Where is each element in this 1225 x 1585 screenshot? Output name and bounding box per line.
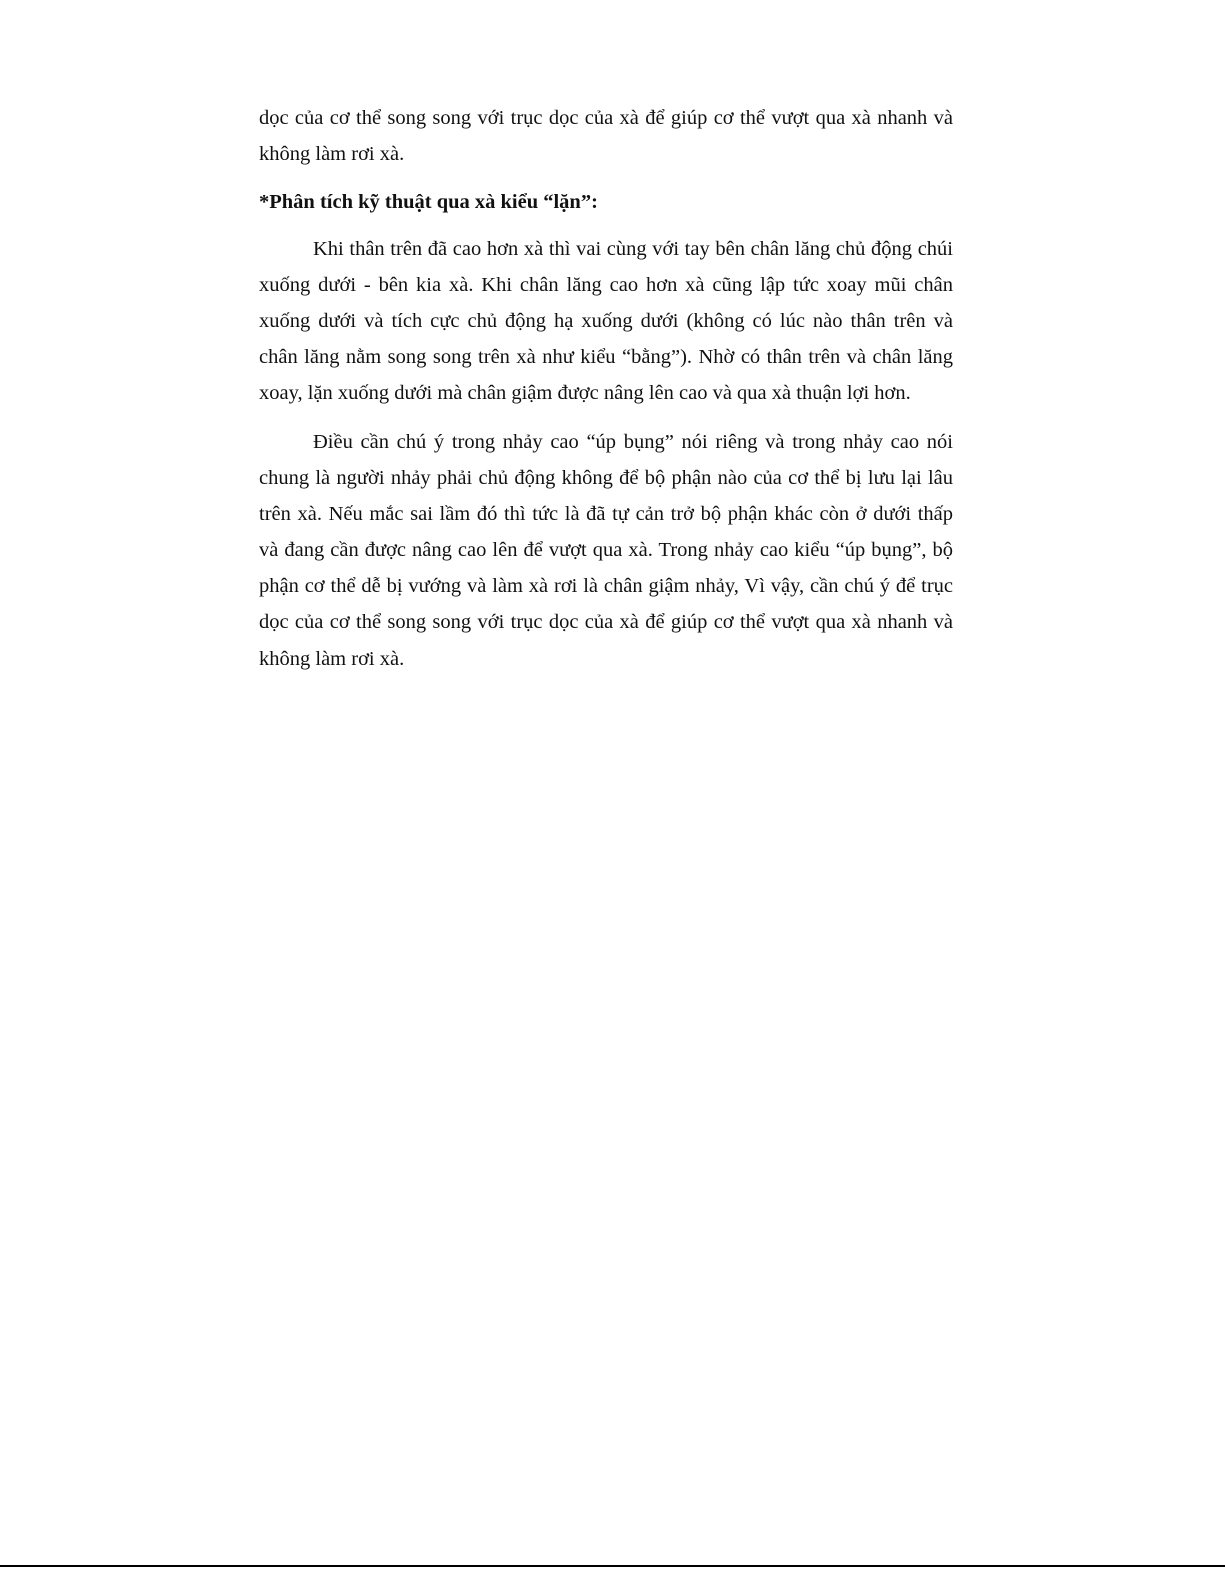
paragraph-line: và đang cần được nâng cao lên để vượt qua xà. Trong nhảy cao kiểu “úp bụng”, bộ (259, 539, 953, 562)
paragraph-line: trên xà. Nếu mắc sai lầm đó thì tức là đã tự cản trở bộ phận khác còn ở dưới thấp (259, 502, 953, 525)
paragraph-line: không làm rơi xà. (259, 647, 405, 670)
intro-paragraph (259, 100, 953, 172)
paragraph-line: dọc của cơ thể song song với trục dọc của xà để giúp cơ thể vượt qua xà nhanh và (259, 611, 953, 634)
paragraph-line: xoay, lặn xuống dưới mà chân giậm được nâng lên cao và qua xà thuận lợi hơn. (259, 382, 911, 405)
page-bottom-border (0, 1565, 1225, 1567)
paragraph-line: dọc của cơ thể song song với trục dọc của xà để giúp cơ thể vượt qua xà nhanh và (259, 107, 953, 129)
section-heading: *Phân tích kỹ thuật qua xà kiểu “lặn”: (259, 191, 598, 214)
paragraph-line: xuống dưới - bên kia xà. Khi chân lăng cao hơn xà cũng lập tức xoay mũi chân (259, 273, 953, 296)
paragraph-line: xuống dưới và tích cực chủ động hạ xuống dưới (không có lúc nào thân trên và (259, 309, 953, 332)
paragraph-line: chung là người nhảy phải chủ động không để bộ phận nào của cơ thể bị lưu lại lâu (259, 466, 953, 489)
paragraph-1 (259, 231, 953, 412)
paragraph-line: Điều cần chú ý trong nhảy cao “úp bụng” nói riêng và trong nhảy cao nói (313, 430, 953, 453)
document-page (259, 100, 953, 689)
paragraph-2 (259, 424, 953, 677)
paragraph-line: phận cơ thể dễ bị vướng và làm xà rơi là chân giậm nhảy, Vì vậy, cần chú ý để trục (259, 575, 953, 598)
paragraph-line: chân lăng nằm song song trên xà như kiểu “bằng”). Nhờ có thân trên và chân lăng (259, 346, 953, 369)
paragraph-line: không làm rơi xà. (259, 143, 405, 166)
paragraph-line: Khi thân trên đã cao hơn xà thì vai cùng với tay bên chân lăng chủ động chúi (313, 237, 953, 260)
